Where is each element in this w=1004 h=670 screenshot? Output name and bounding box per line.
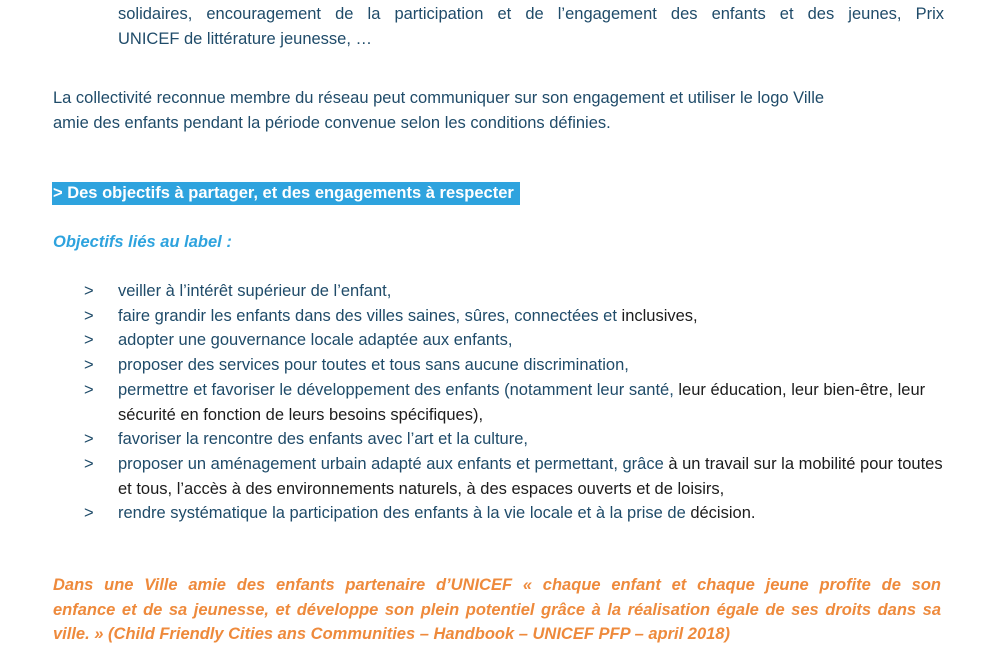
objective-item bbox=[84, 501, 954, 526]
chevron-right-bullet-icon: > bbox=[84, 356, 94, 375]
objectives-list bbox=[84, 279, 954, 526]
chevron-right-bullet-icon: > bbox=[84, 331, 94, 350]
objective-item bbox=[84, 279, 954, 304]
intro-continuation-paragraph bbox=[118, 2, 944, 51]
section-heading: > Des objectifs à partager, et des engagements à respecter bbox=[52, 182, 520, 205]
network-paragraph bbox=[53, 86, 953, 135]
objective-text-segment: leur éducation, leur bien-être, leur sécurité en fonction de leurs besoins spécifiques), bbox=[118, 380, 926, 424]
objective-text-segment: inclusives, bbox=[621, 306, 698, 325]
unicef-quote bbox=[53, 573, 941, 647]
chevron-right-bullet-icon: > bbox=[84, 282, 94, 300]
objective-item bbox=[84, 353, 954, 378]
objective-text-segment: veiller à l’intérêt supérieur de l’enfant, bbox=[118, 282, 392, 300]
chevron-right-bullet-icon: > bbox=[84, 380, 94, 399]
quote-line-2: enfance et de sa jeunesse, et développe son plein potentiel grâce à la réalisation égale de ses droits dans sa bbox=[53, 600, 941, 619]
chevron-right-bullet-icon: > bbox=[84, 430, 94, 449]
intro-line-1: solidaires, encouragement de la participation et de l’engagement des enfants et des jeunes, Prix bbox=[118, 5, 944, 23]
objective-text-segment: rendre systématique la participation des enfants à la vie locale et à la prise de bbox=[118, 504, 691, 523]
objective-item bbox=[84, 452, 954, 501]
chevron-right-bullet-icon: > bbox=[84, 306, 94, 325]
objective-item bbox=[84, 304, 954, 329]
chevron-right-bullet-icon: > bbox=[84, 454, 94, 473]
objective-text-segment: favoriser la rencontre des enfants avec l’art et la culture, bbox=[118, 430, 528, 449]
objective-item bbox=[84, 378, 954, 427]
quote-line-3: ville. » (Child Friendly Cities ans Communities – Handbook – UNICEF PFP – april 2018) bbox=[53, 625, 730, 643]
objective-text-segment: proposer un aménagement urbain adapté aux enfants et permettant, grâce bbox=[118, 454, 669, 473]
intro-line-2: UNICEF de littérature jeunesse, … bbox=[118, 29, 373, 48]
quote-line-1: Dans une Ville amie des enfants partenaire d’UNICEF « chaque enfant et chaque jeune profite de son bbox=[53, 576, 941, 594]
objective-text-segment: à un travail sur la mobilité pour toutes et tous, l’accès à des environnements naturels, à des espaces ouverts et de loisirs, bbox=[118, 454, 943, 498]
objective-text-segment: décision. bbox=[690, 504, 756, 523]
objectives-label: Objectifs liés au label : bbox=[53, 233, 232, 251]
objective-text-segment: proposer des services pour toutes et tous sans aucune discrimination, bbox=[118, 356, 629, 375]
objective-item bbox=[84, 328, 954, 353]
chevron-right-bullet-icon: > bbox=[84, 504, 94, 523]
network-line-1: La collectivité reconnue membre du réseau peut communiquer sur son engagement et utiliser le logo Ville bbox=[53, 89, 825, 107]
objective-text-segment: adopter une gouvernance locale adaptée aux enfants, bbox=[118, 331, 513, 350]
objective-text-segment: permettre et favoriser le développement des enfants (notamment leur santé, bbox=[118, 380, 679, 399]
network-line-2: amie des enfants pendant la période convenue selon les conditions définies. bbox=[53, 113, 611, 132]
objective-item bbox=[84, 427, 954, 452]
objective-text-segment: faire grandir les enfants dans des villes saines, sûres, connectées et bbox=[118, 306, 622, 325]
